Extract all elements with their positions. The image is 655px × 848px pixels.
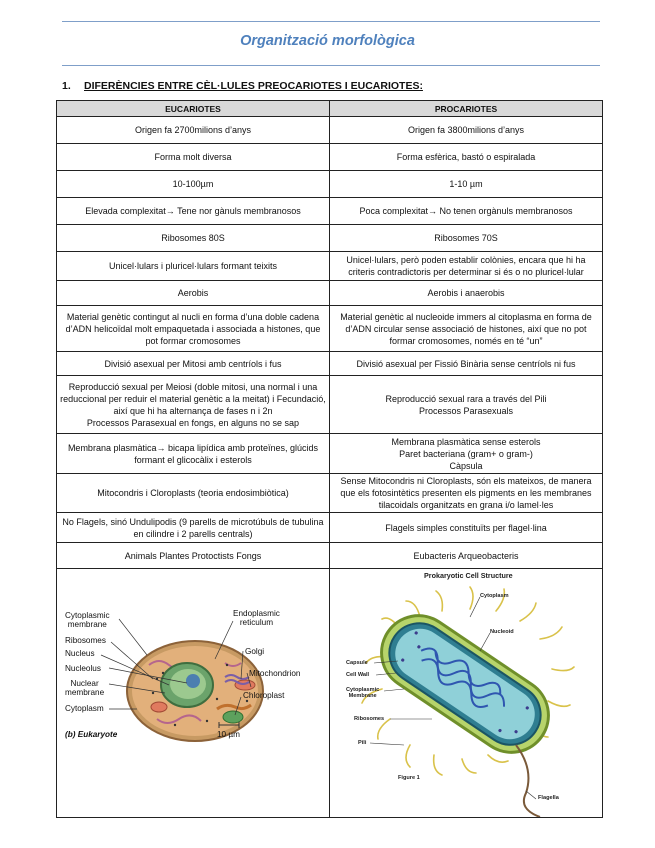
label-endoplasmic-reticulum: Endoplasmic reticulum — [233, 609, 280, 627]
label-capsule: Capsule — [346, 660, 368, 666]
label-cytoplasmic-membrane-prok: Cytoplasmic Membrane — [346, 687, 380, 699]
prokaryote-figure-cell — [330, 569, 603, 818]
table-cell: Eubacteris Arqueobacteris — [330, 543, 603, 569]
table-cell: Aerobis i anaerobis — [330, 281, 603, 306]
table-row — [57, 543, 603, 569]
column-header-prokaryotes: PROCARIOTES — [330, 101, 603, 117]
table-row — [57, 171, 603, 198]
table-cell: Animals Plantes Protoctists Fongs — [57, 543, 330, 569]
table-cell: Divisió asexual per Fissió Binària sense centríols ni fus — [330, 352, 603, 376]
table-row — [57, 513, 603, 543]
section-heading — [62, 80, 423, 92]
page-title: Organització morfològica — [240, 33, 415, 49]
table-cell: Unicel·lulars, però poden establir colònies, encara que hi ha criteris contradictoris per determinar si és o no pluricel·lular — [330, 252, 603, 281]
label-ribosomes: Ribosomes — [65, 636, 106, 645]
table-row — [57, 352, 603, 376]
table-row — [57, 198, 603, 225]
table-cell: Origen fa 3800milions d’anys — [330, 117, 603, 144]
table-cell: No Flagels, sinó Undulipodis (9 parells de microtúbuls de tubulina en cilindre i 2 parells centrals) — [57, 513, 330, 543]
table-row — [57, 306, 603, 352]
table-row — [57, 117, 603, 144]
label-cytoplasmic-membrane: Cytoplasmic membrane — [65, 611, 110, 629]
label-nucleolus: Nucleolus — [65, 664, 101, 673]
table-row — [57, 376, 603, 434]
top-rule — [62, 21, 600, 22]
table-cell: Divisió asexual per Mitosi amb centríols i fus — [57, 352, 330, 376]
table-cell: Forma esfèrica, bastó o espiralada — [330, 144, 603, 171]
eukaryote-figure — [57, 569, 329, 817]
column-header-eukaryotes: EUCARIOTES — [57, 101, 330, 117]
table-cell: Membrana plasmàtica sense esterols Paret bacteriana (gram+ o gram-) Càpsula — [330, 434, 603, 474]
prokaryote-figure — [330, 569, 602, 817]
label-cytoplasm-prok: Cytoplasm — [480, 593, 509, 599]
table-cell: Ribosomes 70S — [330, 225, 603, 252]
table-cell: Material genètic contingut al nucli en forma d’una doble cadena d’ADN helicoïdal molt empaquetada i associada a histones, que pot formar cromosomes — [57, 306, 330, 352]
table-row — [57, 144, 603, 171]
label-golgi: Golgi — [245, 647, 265, 656]
label-chloroplast: Chloroplast — [243, 691, 285, 700]
section-number: 1. — [62, 80, 71, 92]
table-cell: Reproducció sexual rara a través del Pili Processos Parasexuals — [330, 376, 603, 434]
table-cell: Flagels simples constituïts per flagel·lina — [330, 513, 603, 543]
table-cell: Poca complexitat→ No tenen orgànuls membranosos — [330, 198, 603, 225]
label-nucleoid: Nucleoid — [490, 629, 514, 635]
table-header-row — [57, 101, 603, 117]
label-pili: Pili — [358, 740, 367, 746]
eukaryote-figure-cell — [57, 569, 330, 818]
table-cell: Forma molt diversa — [57, 144, 330, 171]
label-ribosomes-prok: Ribosomes — [354, 716, 385, 722]
label-cytoplasm: Cytoplasm — [65, 704, 104, 713]
table-cell: Elevada complexitat→ Tene nor gànuls membranosos — [57, 198, 330, 225]
table-row — [57, 252, 603, 281]
table-cell: Aerobis — [57, 281, 330, 306]
table-row — [57, 225, 603, 252]
label-scale: 10 µm — [217, 730, 240, 739]
label-mitochondrion: Mitochondrion — [249, 669, 301, 678]
table-cell: Reproducció sexual per Meiosi (doble mitosi, una normal i una reduccional per reduir el material genètic a la meitat) i Fecundació, així que hi ha alternança de fases n i 2n Processos Parasexual en fongs, en alguns no se sap — [57, 376, 330, 434]
table-cell: Sense Mitocondris ni Cloroplasts, són els mateixos, de manera que els fotosintètics presenten els pigments en les membranes tilacoidals organitzats en grana i/o lamel·les — [330, 474, 603, 513]
label-nuclear-membrane: Nuclear membrane — [65, 679, 105, 697]
bottom-rule — [62, 65, 600, 66]
table-row — [57, 474, 603, 513]
table-cell: Material genètic al nucleoide immers al citoplasma en forma de d’ADN circular sense associació de histones, així que no pot formar cromosomes, només en té “un” — [330, 306, 603, 352]
table-cell: Mitocondris i Cloroplasts (teoria endosimbiòtica) — [57, 474, 330, 513]
table-cell: Unicel·lulars i pluricel·lulars formant teixits — [57, 252, 330, 281]
table-cell: Ribosomes 80S — [57, 225, 330, 252]
table-row — [57, 281, 603, 306]
label-nucleus: Nucleus — [65, 649, 95, 658]
label-cell-wall: Cell Wall — [346, 672, 370, 678]
section-title: DIFERÈNCIES ENTRE CÈL·LULES PREOCARIOTES I EUCARIOTES: — [84, 80, 423, 92]
prokaryote-title: Prokaryotic Cell Structure — [424, 571, 513, 580]
prokaryote-caption: Figure 1 — [398, 775, 420, 781]
table-row — [57, 434, 603, 474]
table-cell: Membrana plasmàtica→ bicapa lipídica amb proteïnes, glúcids formant el glicocàlix i esterols — [57, 434, 330, 474]
comparison-table — [56, 100, 603, 818]
table-cell: Origen fa 2700milions d’anys — [57, 117, 330, 144]
table-cell: 1-10 µm — [330, 171, 603, 198]
table-cell: 10-100µm — [57, 171, 330, 198]
figure-row — [57, 569, 603, 818]
label-flagella: Flagella — [538, 795, 559, 801]
eukaryote-caption: (b) Eukaryote — [65, 730, 118, 739]
